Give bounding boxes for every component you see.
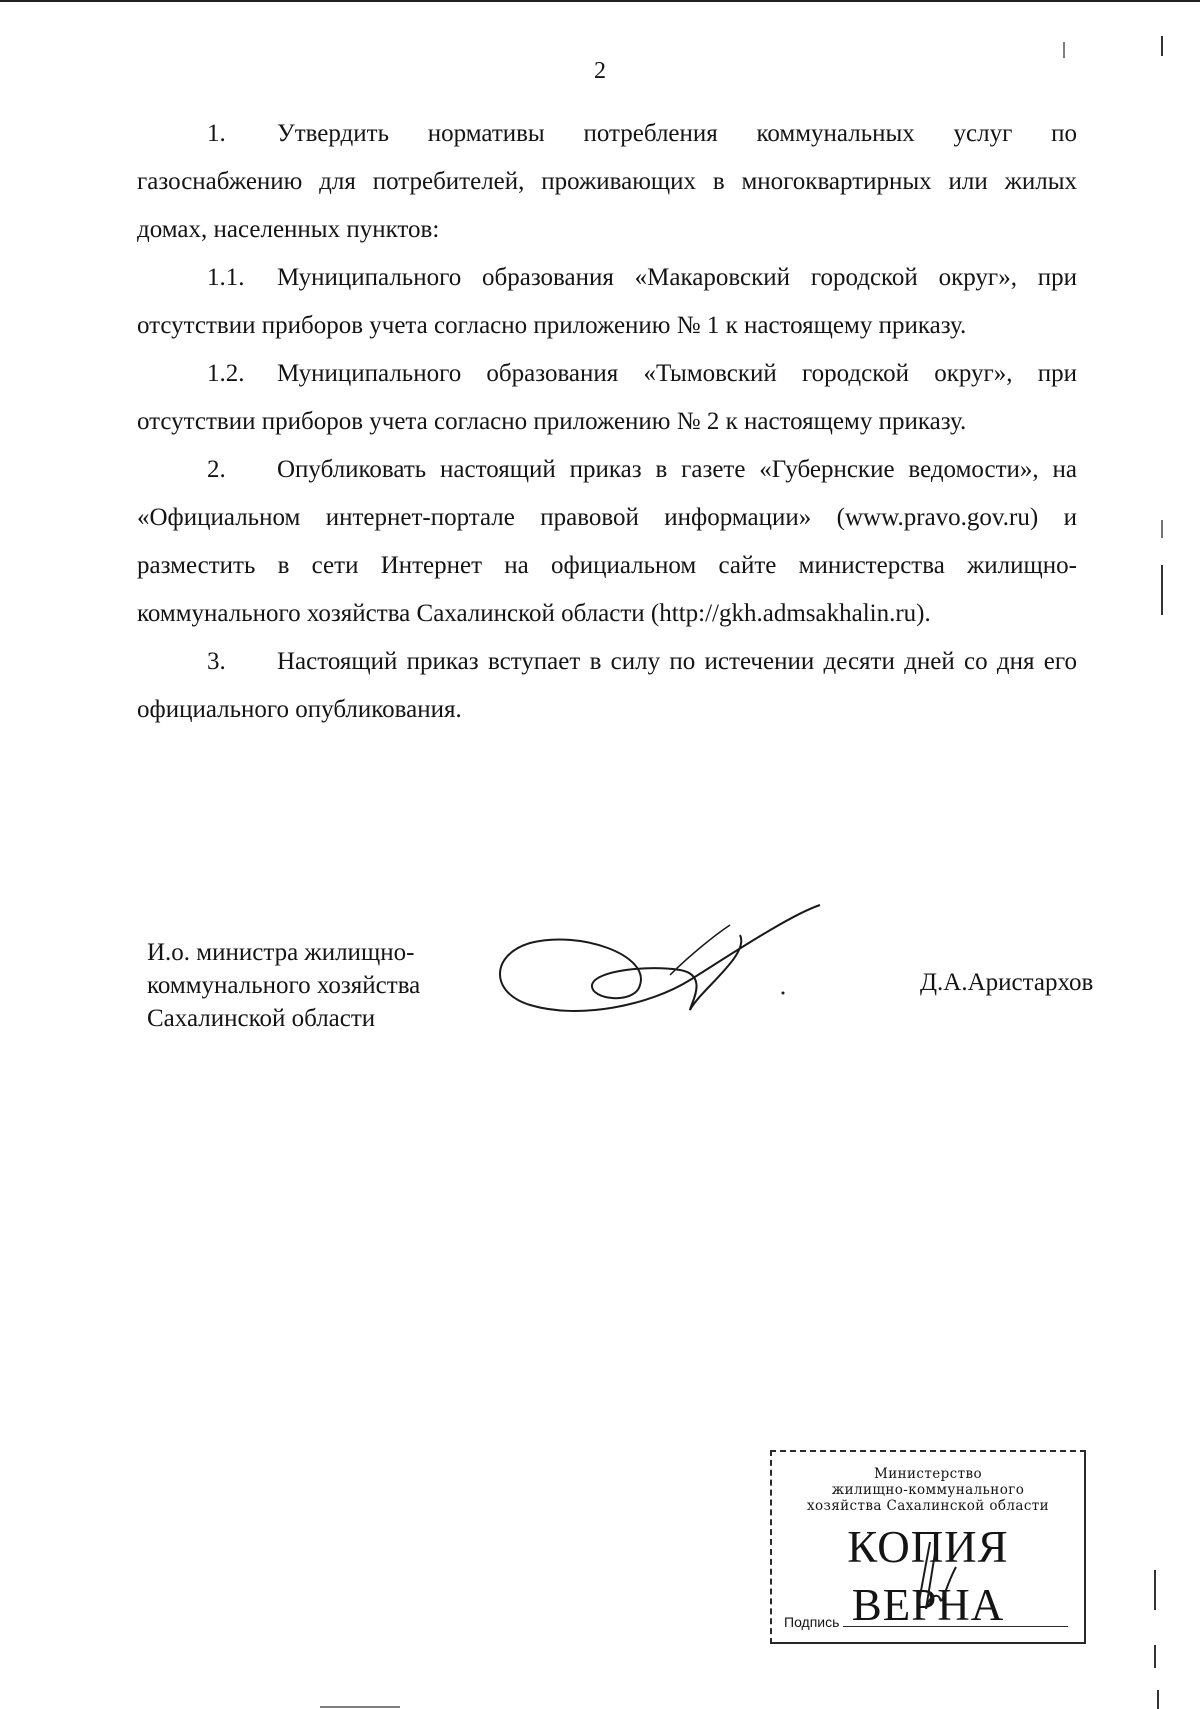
stamp-sign-label: Подпись xyxy=(784,1614,840,1630)
paragraph-number: 1.1. xyxy=(207,264,245,291)
paragraph-number: 1.2. xyxy=(207,360,245,387)
signer-name: Д.А.Аристархов xyxy=(920,969,1094,996)
paragraph-1-1 xyxy=(137,254,1077,350)
page-number: 2 xyxy=(594,58,606,84)
paragraph-text: Муниципального образования «Тымовский городской округ», при отсутствии приборов учета согласно приложению № 2 к настоящему приказу. xyxy=(137,360,1077,435)
copy-certified-stamp xyxy=(770,1450,1086,1644)
stamp-title: КОПИЯ ВЕРНА xyxy=(847,1522,1009,1630)
paragraph-1 xyxy=(137,110,1077,254)
paragraph-text: Настоящий приказ вступает в силу по истечении десяти дней со дня его официального опубликования. xyxy=(137,648,1077,723)
stamp-line: хозяйства Сахалинской области xyxy=(806,1498,1050,1514)
position-line: Сахалинской области xyxy=(147,1005,376,1032)
signatory-position xyxy=(147,936,420,1035)
paragraph-number: 3. xyxy=(207,648,226,675)
paragraph-1-2 xyxy=(137,350,1077,446)
position-line: И.о. министра жилищно- xyxy=(147,939,415,966)
position-line: коммунального хозяйства xyxy=(147,972,421,999)
paragraph-text: Утвердить нормативы потребления коммунальных услуг по газоснабжению для потребителей, проживающих в многоквартирных или жилых домах, населенных пунктов: xyxy=(137,120,1077,243)
stamp-line: жилищно-коммунального xyxy=(831,1482,1025,1498)
paragraph-2 xyxy=(137,446,1077,638)
paragraph-number: 1. xyxy=(207,120,226,147)
paragraph-3 xyxy=(137,638,1077,734)
paragraph-text: Опубликовать настоящий приказ в газете «Губернские ведомости», на «Официальном интернет-портале правовой информации» (www.pravo.gov.ru) и разместить в сети Интернет на официальном сайте министерства жилищно-коммунального хозяйства Сахалинской области (http://gkh.admsakhalin.ru). xyxy=(137,456,1077,627)
paragraph-number: 2. xyxy=(207,456,226,483)
stamp-line: Министерство xyxy=(873,1466,983,1482)
paragraph-text: Муниципального образования «Макаровский городской округ», при отсутствии приборов учета согласно приложению № 1 к настоящему приказу. xyxy=(137,264,1077,339)
stamp-initials-signature xyxy=(912,1537,962,1627)
handwritten-signature xyxy=(490,895,830,1045)
document-body xyxy=(137,110,1077,734)
